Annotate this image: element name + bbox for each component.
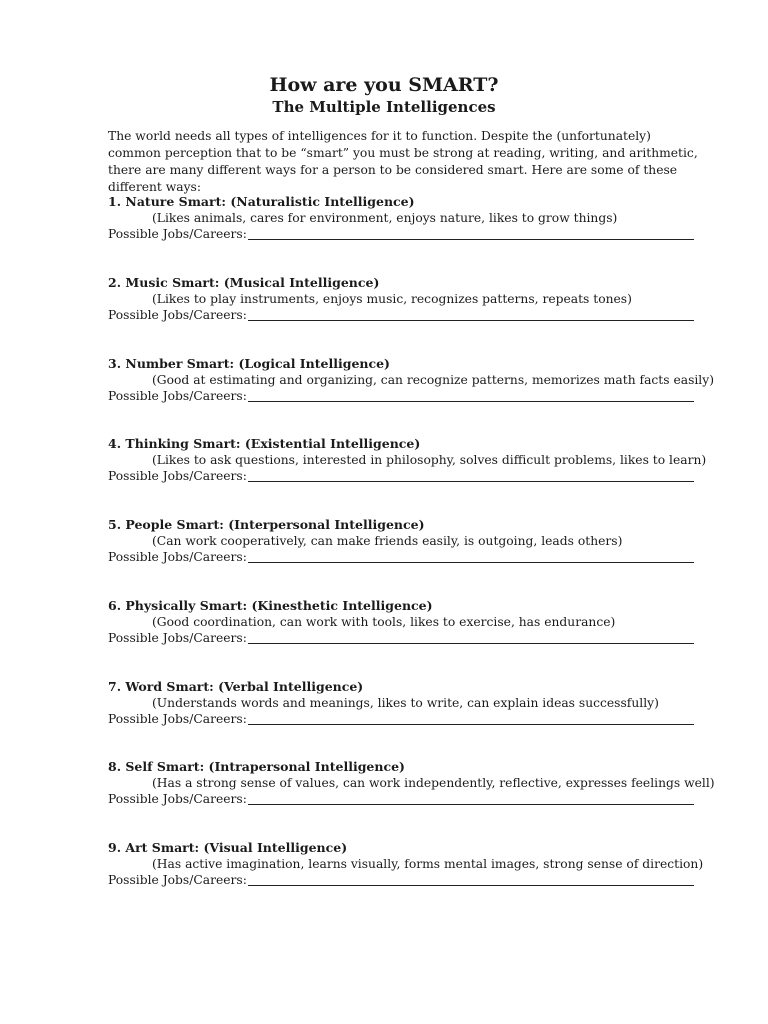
- jobs-careers-answer-line[interactable]: [248, 643, 694, 644]
- section-description: (Likes to ask questions, interested in philosophy, solves difficult problems, likes to learn): [152, 453, 707, 467]
- section-heading: 8. Self Smart: (Intrapersonal Intelligence): [108, 759, 405, 774]
- section-heading: 3. Number Smart: (Logical Intelligence): [108, 356, 390, 371]
- intelligence-section: [108, 840, 704, 892]
- section-heading: 5. People Smart: (Interpersonal Intelligence): [108, 517, 425, 532]
- jobs-careers-row: [108, 549, 694, 565]
- jobs-careers-label: Possible Jobs/Careers:: [108, 308, 247, 322]
- jobs-careers-label: Possible Jobs/Careers:: [108, 712, 247, 726]
- intelligence-section: [108, 679, 698, 731]
- section-description: (Likes animals, cares for environment, enjoys nature, likes to grow things): [152, 211, 618, 225]
- jobs-careers-label: Possible Jobs/Careers:: [108, 227, 247, 241]
- section-description: (Has active imagination, learns visually, forms mental images, strong sense of direction): [152, 857, 704, 871]
- jobs-careers-answer-line[interactable]: [248, 481, 694, 482]
- jobs-careers-label: Possible Jobs/Careers:: [108, 469, 247, 483]
- jobs-careers-answer-line[interactable]: [248, 804, 694, 805]
- section-heading: 1. Nature Smart: (Naturalistic Intelligence): [108, 194, 415, 209]
- jobs-careers-label: Possible Jobs/Careers:: [108, 550, 247, 564]
- jobs-careers-row: [108, 226, 694, 242]
- jobs-careers-row: [108, 872, 694, 888]
- jobs-careers-row: [108, 630, 694, 646]
- section-description: (Can work cooperatively, can make friends easily, is outgoing, leads others): [152, 534, 623, 548]
- jobs-careers-label: Possible Jobs/Careers:: [108, 873, 247, 887]
- jobs-careers-row: [108, 388, 694, 404]
- intelligence-section: [108, 356, 714, 408]
- section-heading: 9. Art Smart: (Visual Intelligence): [108, 840, 348, 855]
- section-description: (Good coordination, can work with tools, likes to exercise, has endurance): [152, 615, 616, 629]
- section-description: (Has a strong sense of values, can work independently, reflective, expresses feelings well): [152, 776, 715, 790]
- jobs-careers-label: Possible Jobs/Careers:: [108, 792, 247, 806]
- jobs-careers-answer-line[interactable]: [248, 885, 694, 886]
- jobs-careers-label: Possible Jobs/Careers:: [108, 631, 247, 645]
- section-description: (Good at estimating and organizing, can recognize patterns, memorizes math facts easily): [152, 373, 714, 387]
- jobs-careers-label: Possible Jobs/Careers:: [108, 389, 247, 403]
- section-description: (Understands words and meanings, likes to write, can explain ideas successfully): [152, 696, 659, 710]
- section-heading: 7. Word Smart: (Verbal Intelligence): [108, 679, 364, 694]
- jobs-careers-answer-line[interactable]: [248, 239, 694, 240]
- section-description: (Likes to play instruments, enjoys music, recognizes patterns, repeats tones): [152, 292, 632, 306]
- jobs-careers-row: [108, 791, 694, 807]
- page-title: How are you SMART?: [269, 74, 499, 96]
- jobs-careers-answer-line[interactable]: [248, 401, 694, 402]
- jobs-careers-row: [108, 307, 694, 323]
- intelligence-section: [108, 275, 698, 327]
- intelligence-section: [108, 194, 698, 246]
- intelligence-section: [108, 598, 698, 650]
- jobs-careers-answer-line[interactable]: [248, 562, 694, 563]
- jobs-careers-answer-line[interactable]: [248, 724, 694, 725]
- jobs-careers-answer-line[interactable]: [248, 320, 694, 321]
- intro-paragraph: The world needs all types of intelligences for it to function. Despite the (unfortunately) common perception that to be “smart” you must be strong at reading, writing, and arithmetic, there are many different ways for a person to be considered smart. Here are some of these different ways:: [108, 129, 698, 194]
- jobs-careers-row: [108, 468, 694, 484]
- section-heading: 6. Physically Smart: (Kinesthetic Intelligence): [108, 598, 433, 613]
- intelligence-section: [108, 517, 698, 569]
- jobs-careers-row: [108, 711, 694, 727]
- intelligence-section: [108, 759, 715, 811]
- section-heading: 4. Thinking Smart: (Existential Intelligence): [108, 436, 421, 451]
- intelligence-section: [108, 436, 707, 488]
- page-subtitle: The Multiple Intelligences: [272, 98, 496, 116]
- section-heading: 2. Music Smart: (Musical Intelligence): [108, 275, 380, 290]
